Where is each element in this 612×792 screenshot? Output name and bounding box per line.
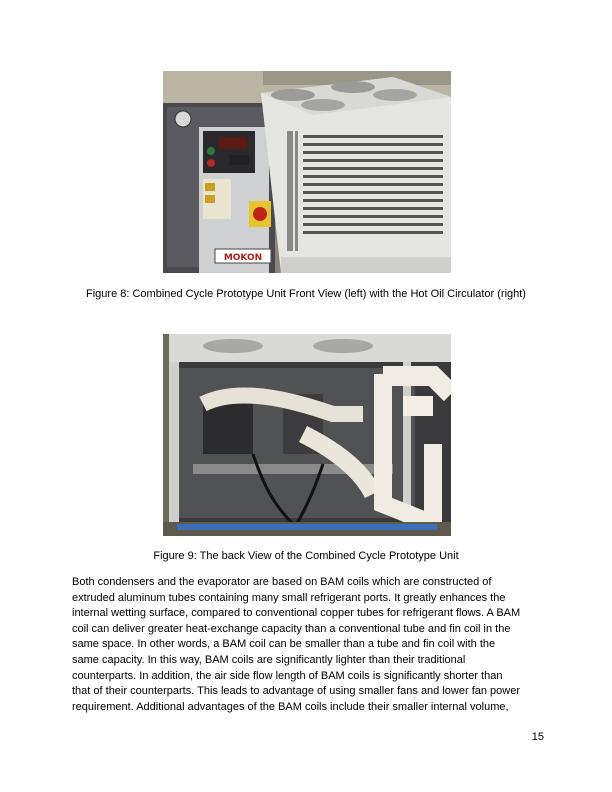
page-number: 15 — [531, 731, 544, 743]
body-line: internal wetting surface, compared to conventional copper tubes for refrigerant flows. A BAM — [72, 607, 521, 620]
figure-9-caption: Figure 9: The back View of the Combined Cycle Prototype Unit — [153, 550, 459, 562]
mokon-logo: MOKON — [223, 253, 263, 263]
body-line: same space. In other words, a BAM coil can be smaller than a tube and fin coil with the — [72, 638, 496, 651]
body-line: Both condensers and the evaporator are based on BAM coils which are constructed of — [72, 576, 492, 588]
body-line: that of their counterparts. This leads to advantage of using smaller fans and lower fan power — [72, 685, 520, 698]
figure-9-photo — [163, 334, 451, 536]
figure-8-caption: Figure 8: Combined Cycle Prototype Unit Front View (left) with the Hot Oil Circulator (right) — [86, 288, 526, 300]
body-line: extruded aluminum tubes containing many small refrigerant ports. It greatly enhances the — [72, 591, 506, 604]
body-line: same capacity. In this way, BAM coils are significantly lighter than their traditional — [72, 653, 466, 666]
body-paragraph — [72, 575, 542, 715]
body-line: coil can deliver greater heat-exchange capacity than a conventional tube and fin coil in the — [72, 622, 511, 635]
body-line: requirement. Additional advantages of the BAM coils include their smaller internal volume, — [72, 700, 509, 713]
figure-8-photo — [163, 71, 451, 273]
body-line: counterparts. In addition, the air side flow length of BAM coils is significantly shorter than — [72, 669, 503, 682]
